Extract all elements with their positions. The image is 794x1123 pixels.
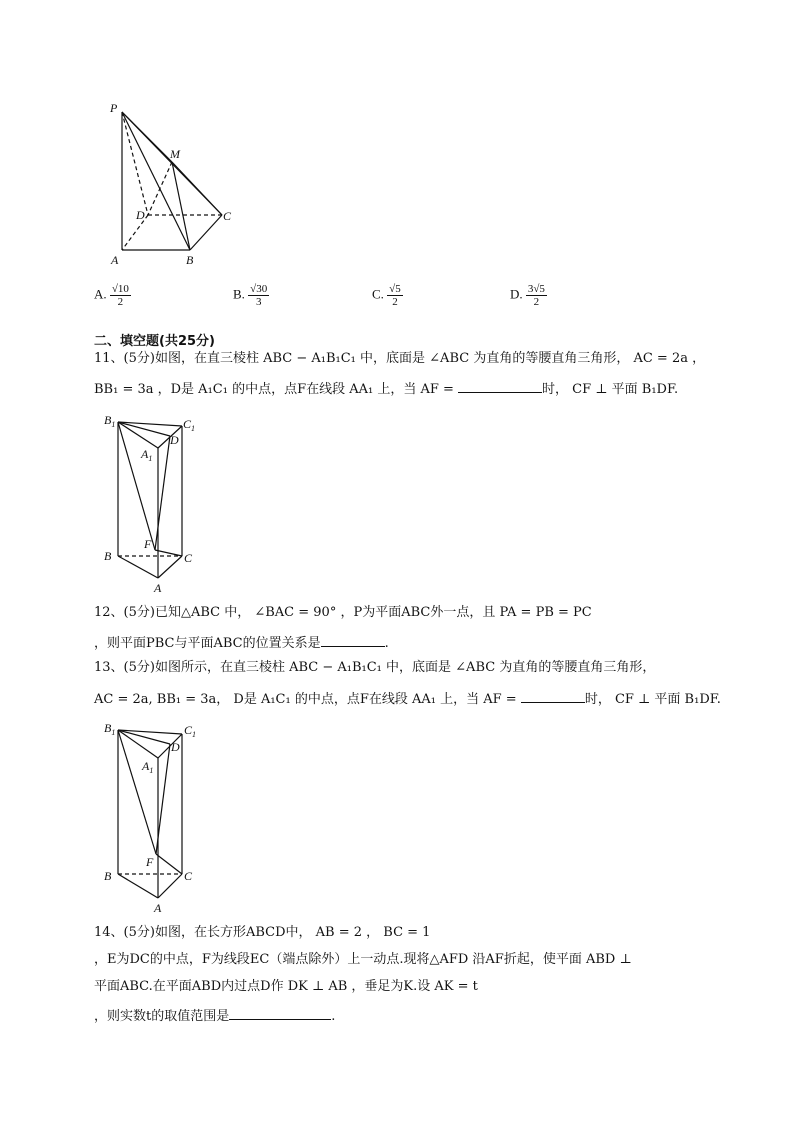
q12-text-end: . (384, 636, 389, 651)
label-A: A (154, 901, 162, 913)
label-F: F (144, 537, 152, 551)
option-fraction: $\frac{√10}{2}$ (111, 283, 129, 308)
label-B: B (104, 549, 112, 563)
label-A: A (111, 253, 119, 267)
label-D: D (170, 433, 179, 447)
option-letter: D. (510, 286, 523, 302)
option-letter: A. (94, 286, 107, 302)
pyramid-figure (100, 98, 250, 270)
option-letter: B. (233, 286, 245, 302)
label-B: B (104, 869, 112, 883)
label-A: A (154, 581, 162, 595)
q13-text: AC = 2a, BB₁ = 3a， D是 A₁C₁ 的中点，点F在线段 AA₁ 上，当 AF = (94, 692, 521, 707)
label-A1: $A_1$ (142, 759, 154, 775)
option-fraction: $\frac{√30}{3}$ (250, 283, 268, 308)
answer-blank[interactable] (321, 632, 385, 647)
q12-line1: 12、(5分)已知△ABC 中， ∠BAC = 90° ，P为平面ABC外一点，且 PA = PB = PC (94, 605, 592, 620)
q14-line3: 平面ABC.在平面ABD内过点D作 DK ⊥ AB ，垂足为K.设 AK = t (94, 979, 478, 994)
q13-line2 (94, 688, 721, 709)
label-C: C (184, 551, 193, 565)
option-letter: C. (372, 286, 384, 302)
option-a (94, 283, 131, 308)
option-d (510, 283, 547, 308)
q13-line1: 13、(5分)如图所示，在直三棱柱 ABC − A₁B₁C₁ 中，底面是 ∠ABC 为直角的等腰直角三角形， (94, 660, 656, 675)
label-C: C (184, 869, 193, 883)
option-fraction: $\frac{3√5}{2}$ (527, 283, 545, 308)
q13-text-end: 时， CF ⊥ 平面 B₁DF. (584, 692, 721, 707)
label-M: M (170, 147, 180, 161)
q14-line1: 14、(5分)如图，在长方形ABCD中， AB = 2 ， BC = 1 (94, 925, 431, 940)
label-D: D (136, 208, 145, 222)
label-B: B (186, 253, 194, 267)
answer-blank[interactable] (458, 378, 542, 393)
q11-text-end: 时， CF ⊥ 平面 B₁DF. (542, 382, 679, 397)
label-F: F (146, 855, 154, 869)
label-C1: $C_1$ (183, 417, 196, 433)
q11-line2 (94, 378, 678, 399)
answer-blank[interactable] (521, 688, 585, 703)
prism-figure-2 (100, 718, 200, 913)
answer-blank[interactable] (229, 1005, 331, 1020)
option-fraction: $\frac{√5}{2}$ (389, 283, 401, 308)
label-C1: $C_1$ (184, 723, 197, 739)
q11-line1: 11、(5分)如图，在直三棱柱 ABC − A₁B₁C₁ 中，底面是 ∠ABC 为直角的等腰直角三角形， AC = 2a ， (94, 351, 706, 366)
q14-line4 (94, 1005, 335, 1026)
q11-text: BB₁ = 3a ，D是 A₁C₁ 的中点，点F在线段 AA₁ 上，当 AF = (94, 382, 459, 397)
prism-figure (100, 410, 200, 595)
label-P: P (110, 101, 118, 115)
option-b (233, 283, 269, 308)
label-A1: $A_1$ (141, 447, 153, 463)
label-B1: $B_1$ (104, 413, 116, 429)
section-title: 二、填空题(共25分) (94, 334, 215, 349)
label-B1: $B_1$ (104, 721, 116, 737)
q12-text: ，则平面PBC与平面ABC的位置关系是 (94, 636, 321, 651)
label-C: C (223, 209, 232, 223)
q14-text-end: . (331, 1009, 336, 1024)
option-c (372, 283, 403, 308)
q14-text: ，则实数t的取值范围是 (94, 1009, 230, 1024)
q14-line2: ，E为DC的中点，F为线段EC（端点除外）上一动点.现将△AFD 沿AF折起，使平面 ABD ⊥ (94, 952, 632, 967)
label-D: D (171, 740, 180, 754)
q12-line2 (94, 632, 389, 653)
